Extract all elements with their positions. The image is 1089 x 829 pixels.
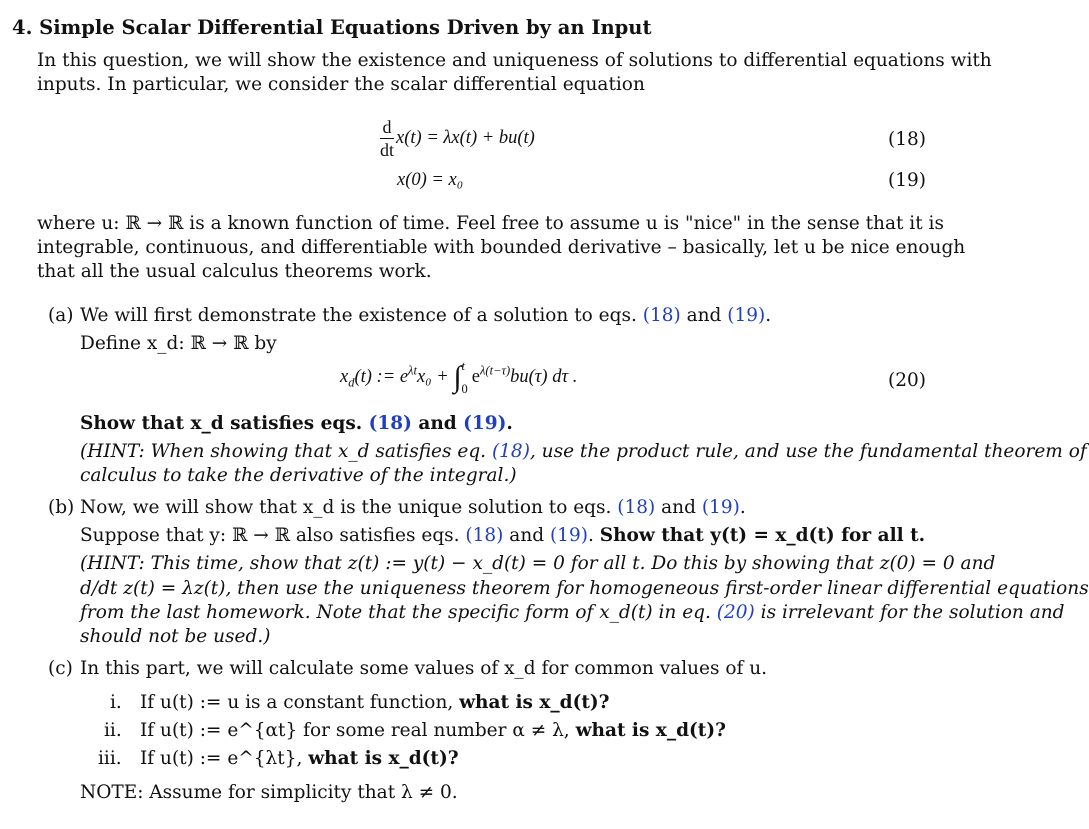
part-a-and: and <box>680 305 728 326</box>
hint-text: (HINT: When showing that x_d satisfies eq. <box>80 441 492 462</box>
eq-18-link[interactable]: (18) <box>465 525 504 546</box>
intro-line-2: inputs. In particular, we consider the scalar differential equation <box>37 74 645 95</box>
item-text: If u(t) := u is a constant function, <box>140 692 460 713</box>
intro-line-1: In this question, we will show the existence and uniqueness of solutions to differential equations with <box>37 50 992 71</box>
eq20-lhs-sub: d <box>348 375 355 390</box>
part-a-end: . <box>765 305 772 326</box>
hint-text: is irrelevant for the solution and <box>754 602 1065 623</box>
hint-text: from the last homework. Note that the specific form of x_d(t) in eq. <box>80 602 717 623</box>
eq-18-link[interactable]: (18) <box>491 441 530 462</box>
part-c-note: NOTE: Assume for simplicity that λ ≠ 0. <box>80 782 458 803</box>
eq20-integrand-rest: bu(τ) dτ . <box>510 366 578 387</box>
part-c-item-ii <box>140 719 726 743</box>
eq-18-link[interactable]: (18) <box>642 305 681 326</box>
part-b-hint-3 <box>80 601 1065 625</box>
part-b-label: (b) <box>48 497 75 518</box>
item-text: If u(t) := e^{αt} for some real number α ≠ λ, <box>140 720 576 741</box>
item-question: what is x_d(t)? <box>308 748 459 769</box>
part-b-and: and <box>503 525 550 546</box>
integral-lower: 0 <box>461 381 468 396</box>
item-question: what is x_d(t)? <box>459 692 610 713</box>
part-a-line-1 <box>80 304 771 328</box>
part-a-show <box>80 412 513 436</box>
eq-18-link[interactable]: (18) <box>368 413 412 434</box>
part-b-hint-1: (HINT: This time, show that z(t) := y(t) − x_d(t) = 0 for all t. Do this by showing that z(0) = 0 and <box>80 553 996 574</box>
part-b-task: Show that y(t) = x_d(t) for all t. <box>599 525 926 546</box>
part-b-text: Now, we will show that x_d is the unique solution to eqs. <box>80 497 618 518</box>
part-c-item-iii <box>140 747 459 771</box>
part-a-text: We will first demonstrate the existence of a solution to eqs. <box>80 305 643 326</box>
eq20-lhs-rest: (t) := e <box>354 366 409 387</box>
where-line-1: where u: ℝ → ℝ is a known function of time. Feel free to assume u is "nice" in the sense that it is <box>37 213 944 234</box>
part-a-label: (a) <box>48 305 74 326</box>
part-b-line-1 <box>80 496 746 520</box>
integral-upper: t <box>461 359 466 373</box>
where-line-3: that all the usual calculus theorems work. <box>37 261 432 282</box>
part-a-show-end: . <box>506 413 513 434</box>
eq-19-link[interactable]: (19) <box>701 497 740 518</box>
part-a-define: Define x_d: ℝ → ℝ by <box>80 333 277 354</box>
item-text: If u(t) := e^{λt}, <box>140 748 309 769</box>
equation-18-number: (18) <box>888 129 926 150</box>
part-b-end: . <box>739 497 746 518</box>
part-b-hint-2: d/dt z(t) = λz(t), then use the uniqueness theorem for homogeneous first-order linear differential equations <box>80 578 1089 599</box>
eq20-integrand-base: e <box>471 366 481 387</box>
equation-20-number: (20) <box>888 370 926 391</box>
eq20-exp1: λt <box>408 363 417 378</box>
part-a-show-text: Show that x_d satisfies eqs. <box>80 413 369 434</box>
part-c-item-i <box>140 691 609 715</box>
equation-18-body: x(t) = λx(t) + bu(t) <box>396 127 535 148</box>
hint-text: , use the product rule, and use the fundamental theorem of <box>529 441 1087 462</box>
equation-18 <box>380 118 535 159</box>
eq-18-link[interactable]: (18) <box>617 497 656 518</box>
part-b-and: and <box>655 497 702 518</box>
item-question: what is x_d(t)? <box>575 720 726 741</box>
eq-19-link[interactable]: (19) <box>727 305 766 326</box>
eq-20-link[interactable]: (20) <box>716 602 755 623</box>
part-b-mid: . <box>587 525 600 546</box>
eq20-mid: x₀ + <box>416 366 454 387</box>
part-c-item-i-label: i. <box>110 692 122 713</box>
integral-sign: ∫ <box>453 360 462 394</box>
part-a-show-and: and <box>411 413 464 434</box>
equation-20 <box>340 360 577 395</box>
eq-19-link[interactable]: (19) <box>463 413 507 434</box>
derivative-fraction <box>380 118 394 159</box>
part-c-label: (c) <box>48 658 73 679</box>
frac-numerator: d <box>382 117 392 137</box>
equation-19-number: (19) <box>888 170 926 191</box>
part-a-hint-2: calculus to take the derivative of the integral.) <box>80 465 517 486</box>
integral-bounds <box>462 360 468 395</box>
equation-19: x(0) = x₀ <box>397 170 464 190</box>
frac-denominator: dt <box>380 140 395 160</box>
part-b-line-2 <box>80 524 925 548</box>
where-line-2: integrable, continuous, and differentiable with bounded derivative – basically, let u be nice enough <box>37 237 966 258</box>
eq20-lhs: x <box>340 366 349 387</box>
part-c-item-ii-label: ii. <box>104 720 122 741</box>
part-b-text: Suppose that y: ℝ → ℝ also satisfies eqs. <box>80 525 466 546</box>
section-heading: 4. Simple Scalar Differential Equations Driven by an Input <box>12 16 652 39</box>
part-a-hint-1 <box>80 440 1087 464</box>
part-c-item-iii-label: iii. <box>98 748 122 769</box>
part-b-hint-4: should not be used.) <box>80 626 271 647</box>
eq20-integrand-exp: λ(t−τ) <box>480 363 511 378</box>
eq-19-link[interactable]: (19) <box>549 525 588 546</box>
part-c-intro: In this part, we will calculate some values of x_d for common values of u. <box>80 658 768 679</box>
